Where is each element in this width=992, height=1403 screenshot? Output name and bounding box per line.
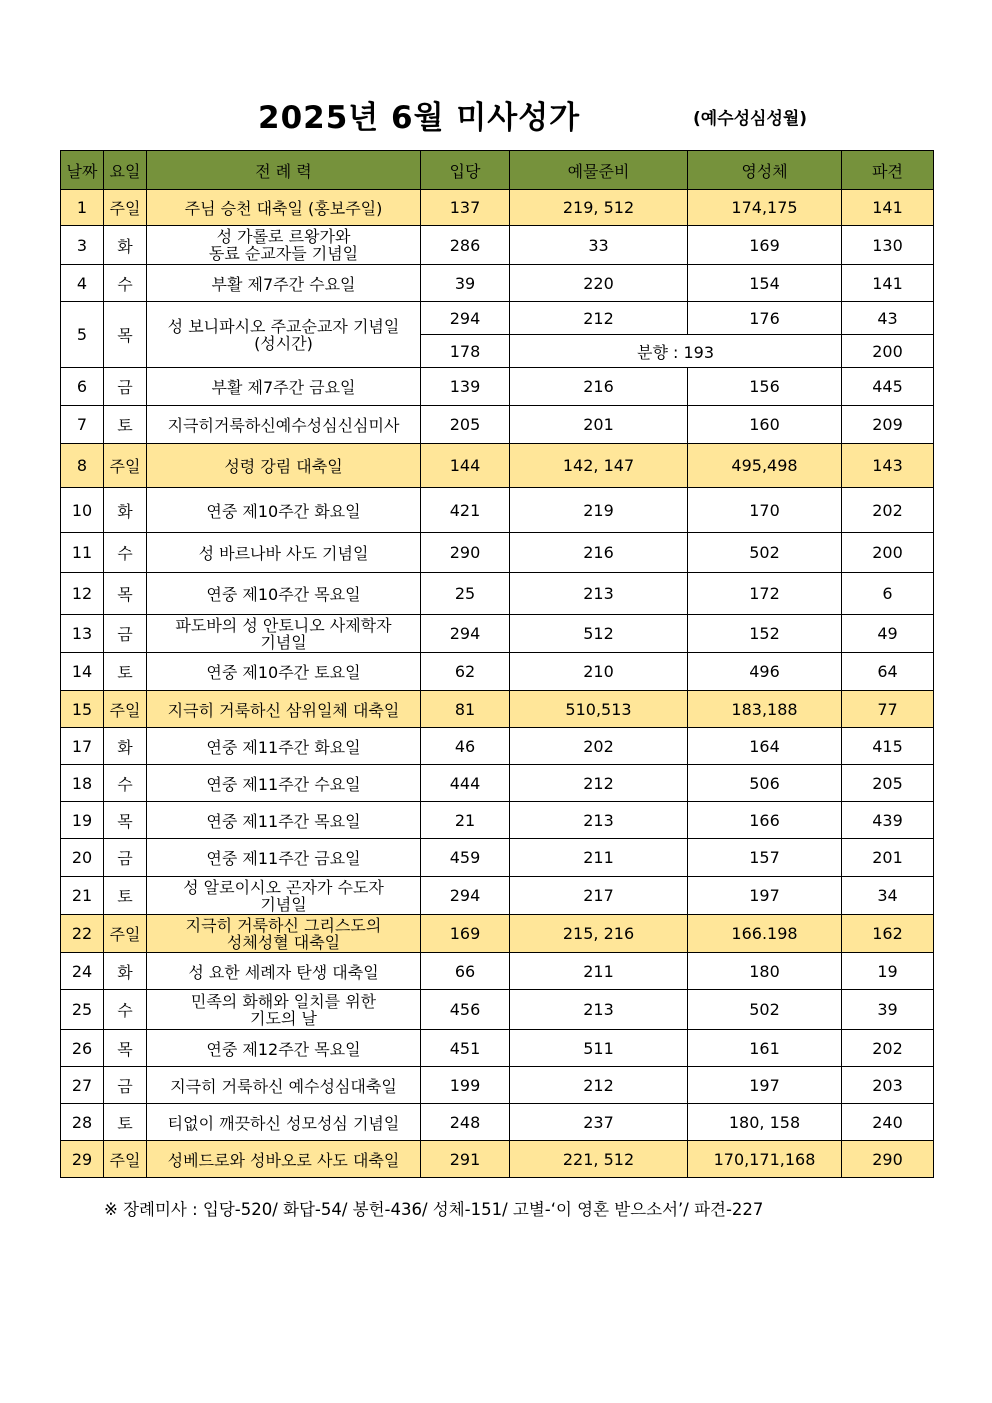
weekday-cell: 화: [104, 226, 147, 265]
recessional-cell: 201: [842, 839, 934, 877]
liturgy-cell: 부활 제7주간 수요일: [147, 265, 421, 302]
liturgy-cell: 연중 제10주간 화요일: [147, 488, 421, 533]
entrance-cell: 144: [421, 444, 510, 488]
offertory-cell: 211: [510, 953, 688, 990]
date-cell: 25: [61, 990, 104, 1030]
weekday-cell: 화: [104, 488, 147, 533]
date-cell: 4: [61, 265, 104, 302]
recessional-cell: 19: [842, 953, 934, 990]
offertory-cell: 220: [510, 265, 688, 302]
date-cell: 1: [61, 190, 104, 226]
table-row: [61, 915, 934, 953]
date-cell: 11: [61, 533, 104, 573]
recessional-cell: 130: [842, 226, 934, 265]
date-cell: 12: [61, 573, 104, 615]
entrance-cell: 199: [421, 1067, 510, 1104]
table-row: [61, 302, 934, 335]
recessional-cell: 6: [842, 573, 934, 615]
header-liturgy: 전 례 력: [147, 151, 421, 190]
liturgy-cell: 파도바의 성 안토니오 사제학자 기념일: [147, 615, 421, 653]
liturgy-cell: 티없이 깨끗하신 성모성심 기념일: [147, 1104, 421, 1141]
liturgy-cell: 주님 승천 대축일 (홍보주일): [147, 190, 421, 226]
weekday-cell: 화: [104, 728, 147, 765]
entrance-cell: 139: [421, 368, 510, 406]
offertory-cell: 216: [510, 533, 688, 573]
entrance-cell: 290: [421, 533, 510, 573]
communion-cell: 197: [688, 1067, 842, 1104]
table-row: [61, 444, 934, 488]
table-header-row: [61, 151, 934, 190]
entrance-cell: 81: [421, 691, 510, 728]
offertory-cell: 213: [510, 990, 688, 1030]
recessional-cell: 202: [842, 488, 934, 533]
table-row: [61, 839, 934, 877]
date-cell: 13: [61, 615, 104, 653]
communion-cell: 166.198: [688, 915, 842, 953]
table-row: [61, 1067, 934, 1104]
table-row: [61, 990, 934, 1030]
offertory-cell: 237: [510, 1104, 688, 1141]
offertory-cell: 216: [510, 368, 688, 406]
offertory-cell: 217: [510, 877, 688, 915]
table-row: [61, 190, 934, 226]
communion-cell: 180: [688, 953, 842, 990]
entrance-cell: 21: [421, 802, 510, 839]
page-title: 2025년 6월 미사성가: [258, 100, 581, 136]
weekday-cell: 금: [104, 839, 147, 877]
liturgy-cell: 연중 제11주간 금요일: [147, 839, 421, 877]
table-row: [61, 802, 934, 839]
offertory-cell: 212: [510, 1067, 688, 1104]
weekday-cell: 금: [104, 1067, 147, 1104]
communion-cell: 169: [688, 226, 842, 265]
table-row: [61, 368, 934, 406]
entrance-cell: 169: [421, 915, 510, 953]
recessional-cell: 77: [842, 691, 934, 728]
entrance-cell: 248: [421, 1104, 510, 1141]
recessional-cell: 209: [842, 406, 934, 444]
offertory-cell: 202: [510, 728, 688, 765]
entrance-cell: 294: [421, 615, 510, 653]
communion-cell: 197: [688, 877, 842, 915]
table-row: [61, 653, 934, 691]
table-row: [61, 488, 934, 533]
recessional-cell: 202: [842, 1030, 934, 1067]
communion-cell: 157: [688, 839, 842, 877]
recessional-cell: 290: [842, 1141, 934, 1178]
hymn-schedule-table: [60, 150, 934, 1178]
date-cell: 15: [61, 691, 104, 728]
recessional-cell: 39: [842, 990, 934, 1030]
offertory-cell: 512: [510, 615, 688, 653]
date-cell: 18: [61, 765, 104, 802]
entrance-cell: 421: [421, 488, 510, 533]
weekday-cell: 토: [104, 877, 147, 915]
date-cell: 19: [61, 802, 104, 839]
communion-cell: 172: [688, 573, 842, 615]
entrance-cell: 294: [421, 877, 510, 915]
communion-cell: 176: [688, 302, 842, 335]
recessional-cell: 203: [842, 1067, 934, 1104]
date-cell: 17: [61, 728, 104, 765]
table-row: [61, 573, 934, 615]
weekday-cell: 수: [104, 265, 147, 302]
date-cell: 6: [61, 368, 104, 406]
entrance-cell: 178: [421, 335, 510, 368]
offertory-cell: 33: [510, 226, 688, 265]
table-row: [61, 1104, 934, 1141]
communion-cell: 495,498: [688, 444, 842, 488]
weekday-cell: 금: [104, 615, 147, 653]
table-row: [61, 728, 934, 765]
offertory-cell: 213: [510, 573, 688, 615]
liturgy-cell: 성령 강림 대축일: [147, 444, 421, 488]
liturgy-cell: 연중 제11주간 목요일: [147, 802, 421, 839]
weekday-cell: 수: [104, 990, 147, 1030]
weekday-cell: 수: [104, 765, 147, 802]
communion-cell: 183,188: [688, 691, 842, 728]
incense-cell: 분향 : 193: [510, 335, 842, 368]
recessional-cell: 64: [842, 653, 934, 691]
page-subtitle: (예수성심성월): [693, 109, 808, 129]
liturgy-cell: 성베드로와 성바오로 사도 대축일: [147, 1141, 421, 1178]
entrance-cell: 46: [421, 728, 510, 765]
communion-cell: 166: [688, 802, 842, 839]
table-row: [61, 1030, 934, 1067]
table-row: [61, 533, 934, 573]
recessional-cell: 205: [842, 765, 934, 802]
recessional-cell: 200: [842, 335, 934, 368]
communion-cell: 161: [688, 1030, 842, 1067]
date-cell: 14: [61, 653, 104, 691]
liturgy-cell: 성 요한 세례자 탄생 대축일: [147, 953, 421, 990]
weekday-cell: 목: [104, 302, 147, 368]
communion-cell: 506: [688, 765, 842, 802]
header-weekday: 요일: [104, 151, 147, 190]
weekday-cell: 주일: [104, 915, 147, 953]
liturgy-cell: 지극히 거룩하신 예수성심대축일: [147, 1067, 421, 1104]
recessional-cell: 445: [842, 368, 934, 406]
recessional-cell: 200: [842, 533, 934, 573]
table-row: [61, 615, 934, 653]
recessional-cell: 162: [842, 915, 934, 953]
header-communion: 영성체: [688, 151, 842, 190]
offertory-cell: 142, 147: [510, 444, 688, 488]
offertory-cell: 215, 216: [510, 915, 688, 953]
recessional-cell: 34: [842, 877, 934, 915]
table-row: [61, 765, 934, 802]
date-cell: 24: [61, 953, 104, 990]
communion-cell: 164: [688, 728, 842, 765]
weekday-cell: 수: [104, 533, 147, 573]
date-cell: 20: [61, 839, 104, 877]
header-date: 날짜: [61, 151, 104, 190]
liturgy-cell: 연중 제11주간 화요일: [147, 728, 421, 765]
date-cell: 22: [61, 915, 104, 953]
entrance-cell: 456: [421, 990, 510, 1030]
communion-cell: 152: [688, 615, 842, 653]
weekday-cell: 목: [104, 802, 147, 839]
entrance-cell: 294: [421, 302, 510, 335]
offertory-cell: 212: [510, 302, 688, 335]
entrance-cell: 444: [421, 765, 510, 802]
recessional-cell: 43: [842, 302, 934, 335]
table-row: [61, 877, 934, 915]
recessional-cell: 141: [842, 190, 934, 226]
communion-cell: 174,175: [688, 190, 842, 226]
entrance-cell: 205: [421, 406, 510, 444]
date-cell: 21: [61, 877, 104, 915]
weekday-cell: 토: [104, 1104, 147, 1141]
communion-cell: 496: [688, 653, 842, 691]
table-row: [61, 1141, 934, 1178]
liturgy-cell: 민족의 화해와 일치를 위한 기도의 날: [147, 990, 421, 1030]
offertory-cell: 201: [510, 406, 688, 444]
communion-cell: 502: [688, 990, 842, 1030]
entrance-cell: 66: [421, 953, 510, 990]
funeral-mass-note: ※ 장례미사 : 입당-520/ 화답-54/ 봉헌-436/ 성체-151/ 고별-‘이 영혼 받으소서’/ 파견-227: [104, 1200, 764, 1219]
recessional-cell: 240: [842, 1104, 934, 1141]
table-body: [61, 190, 934, 1178]
liturgy-cell: 성 보니파시오 주교순교자 기념일 (성시간): [147, 302, 421, 368]
entrance-cell: 459: [421, 839, 510, 877]
offertory-cell: 510,513: [510, 691, 688, 728]
table-row: [61, 953, 934, 990]
weekday-cell: 주일: [104, 691, 147, 728]
liturgy-cell: 지극히거룩하신예수성심신심미사: [147, 406, 421, 444]
weekday-cell: 목: [104, 573, 147, 615]
communion-cell: 156: [688, 368, 842, 406]
weekday-cell: 금: [104, 368, 147, 406]
table-row: [61, 226, 934, 265]
offertory-cell: 511: [510, 1030, 688, 1067]
recessional-cell: 143: [842, 444, 934, 488]
date-cell: 7: [61, 406, 104, 444]
date-cell: 27: [61, 1067, 104, 1104]
recessional-cell: 415: [842, 728, 934, 765]
weekday-cell: 토: [104, 653, 147, 691]
liturgy-cell: 연중 제10주간 토요일: [147, 653, 421, 691]
weekday-cell: 주일: [104, 190, 147, 226]
header-offertory: 예물준비: [510, 151, 688, 190]
weekday-cell: 토: [104, 406, 147, 444]
recessional-cell: 439: [842, 802, 934, 839]
table-row: [61, 265, 934, 302]
entrance-cell: 286: [421, 226, 510, 265]
offertory-cell: 210: [510, 653, 688, 691]
liturgy-cell: 성 바르나바 사도 기념일: [147, 533, 421, 573]
weekday-cell: 주일: [104, 1141, 147, 1178]
date-cell: 3: [61, 226, 104, 265]
weekday-cell: 주일: [104, 444, 147, 488]
table-row: [61, 406, 934, 444]
communion-cell: 170: [688, 488, 842, 533]
liturgy-cell: 연중 제12주간 목요일: [147, 1030, 421, 1067]
entrance-cell: 137: [421, 190, 510, 226]
recessional-cell: 141: [842, 265, 934, 302]
weekday-cell: 목: [104, 1030, 147, 1067]
header-entrance: 입당: [421, 151, 510, 190]
liturgy-cell: 성 알로이시오 곤자가 수도자 기념일: [147, 877, 421, 915]
liturgy-cell: 지극히 거룩하신 삼위일체 대축일: [147, 691, 421, 728]
entrance-cell: 39: [421, 265, 510, 302]
entrance-cell: 62: [421, 653, 510, 691]
date-cell: 8: [61, 444, 104, 488]
date-cell: 5: [61, 302, 104, 368]
date-cell: 10: [61, 488, 104, 533]
offertory-cell: 219: [510, 488, 688, 533]
entrance-cell: 25: [421, 573, 510, 615]
offertory-cell: 211: [510, 839, 688, 877]
date-cell: 26: [61, 1030, 104, 1067]
communion-cell: 154: [688, 265, 842, 302]
offertory-cell: 212: [510, 765, 688, 802]
offertory-cell: 221, 512: [510, 1141, 688, 1178]
date-cell: 28: [61, 1104, 104, 1141]
offertory-cell: 219, 512: [510, 190, 688, 226]
table-row: [61, 691, 934, 728]
liturgy-cell: 연중 제11주간 수요일: [147, 765, 421, 802]
recessional-cell: 49: [842, 615, 934, 653]
offertory-cell: 213: [510, 802, 688, 839]
communion-cell: 180, 158: [688, 1104, 842, 1141]
liturgy-cell: 성 가롤로 르왕가와 동료 순교자들 기념일: [147, 226, 421, 265]
header-recessional: 파견: [842, 151, 934, 190]
liturgy-cell: 부활 제7주간 금요일: [147, 368, 421, 406]
weekday-cell: 화: [104, 953, 147, 990]
communion-cell: 160: [688, 406, 842, 444]
communion-cell: 170,171,168: [688, 1141, 842, 1178]
entrance-cell: 291: [421, 1141, 510, 1178]
date-cell: 29: [61, 1141, 104, 1178]
entrance-cell: 451: [421, 1030, 510, 1067]
liturgy-cell: 지극히 거룩하신 그리스도의 성체성혈 대축일: [147, 915, 421, 953]
communion-cell: 502: [688, 533, 842, 573]
liturgy-cell: 연중 제10주간 목요일: [147, 573, 421, 615]
